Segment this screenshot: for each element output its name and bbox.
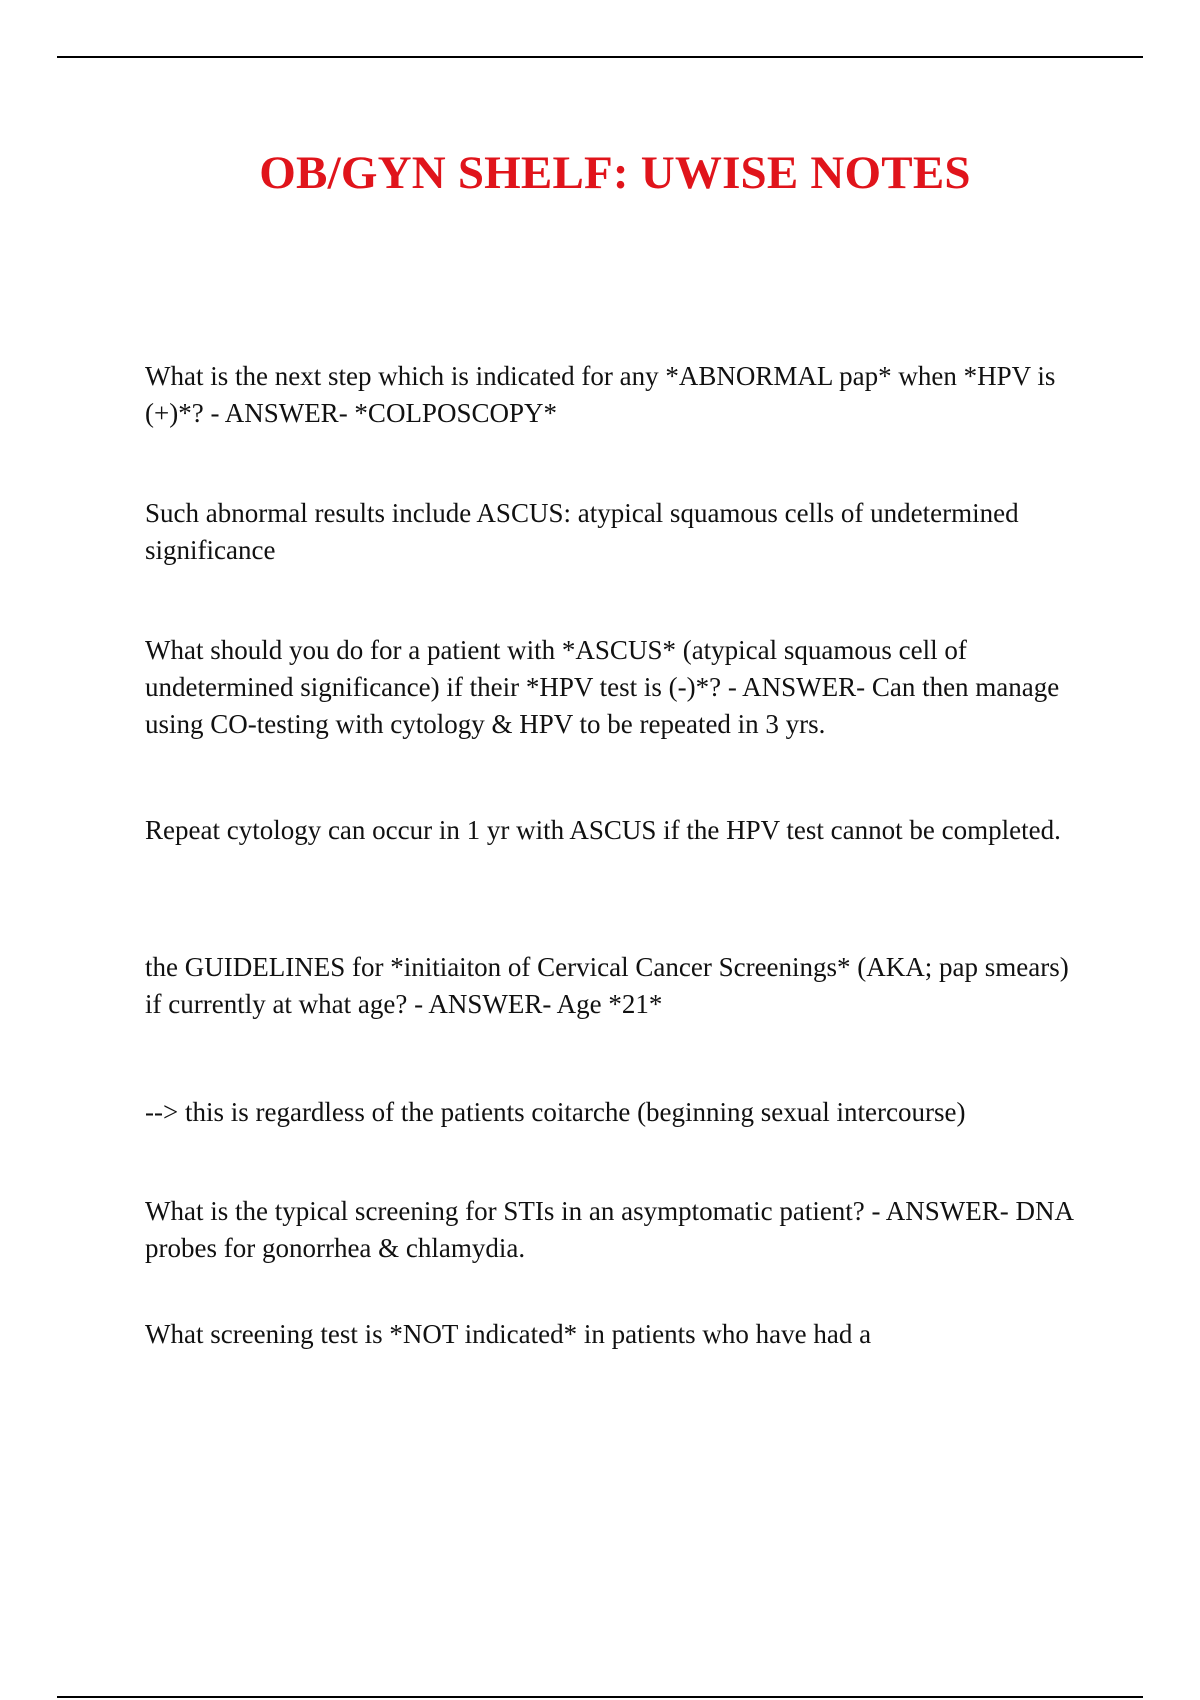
paragraph-not-indicated-screening: What screening test is *NOT indicated* in patients who have had a xyxy=(145,1319,872,1349)
top-rule xyxy=(57,56,1143,58)
bottom-rule xyxy=(57,1696,1143,1698)
paragraph-screening-initiation: the GUIDELINES for *initiaiton of Cervical Cancer Screenings* (AKA; pap smears) if currently at what age? - ANSWER- Age *21* xyxy=(145,952,1069,1019)
paragraph-coitarche-note: --> this is regardless of the patients coitarche (beginning sexual intercourse) xyxy=(145,1097,966,1127)
document-title: OB/GYN SHELF: UWISE NOTES xyxy=(259,147,971,199)
paragraph-sti-screening: What is the typical screening for STIs in an asymptomatic patient? - ANSWER- DNA probes for gonorrhea & chlamydia. xyxy=(145,1196,1073,1263)
paragraph-ascus-definition: Such abnormal results include ASCUS: atypical squamous cells of undetermined significance xyxy=(145,498,1019,565)
paragraph-colposcopy-question: What is the next step which is indicated for any *ABNORMAL pap* when *HPV is (+)*? - ANSWER- *COLPOSCOPY* xyxy=(145,361,1056,428)
paragraph-ascus-hpv-negative: What should you do for a patient with *ASCUS* (atypical squamous cell of undetermined significance) if their *HPV test is (-)*? - ANSWER- Can then manage using CO-testing with cytology & HPV to be repeated in 3 yrs. xyxy=(145,635,1060,739)
paragraph-repeat-cytology: Repeat cytology can occur in 1 yr with ASCUS if the HPV test cannot be completed. xyxy=(145,815,1061,845)
